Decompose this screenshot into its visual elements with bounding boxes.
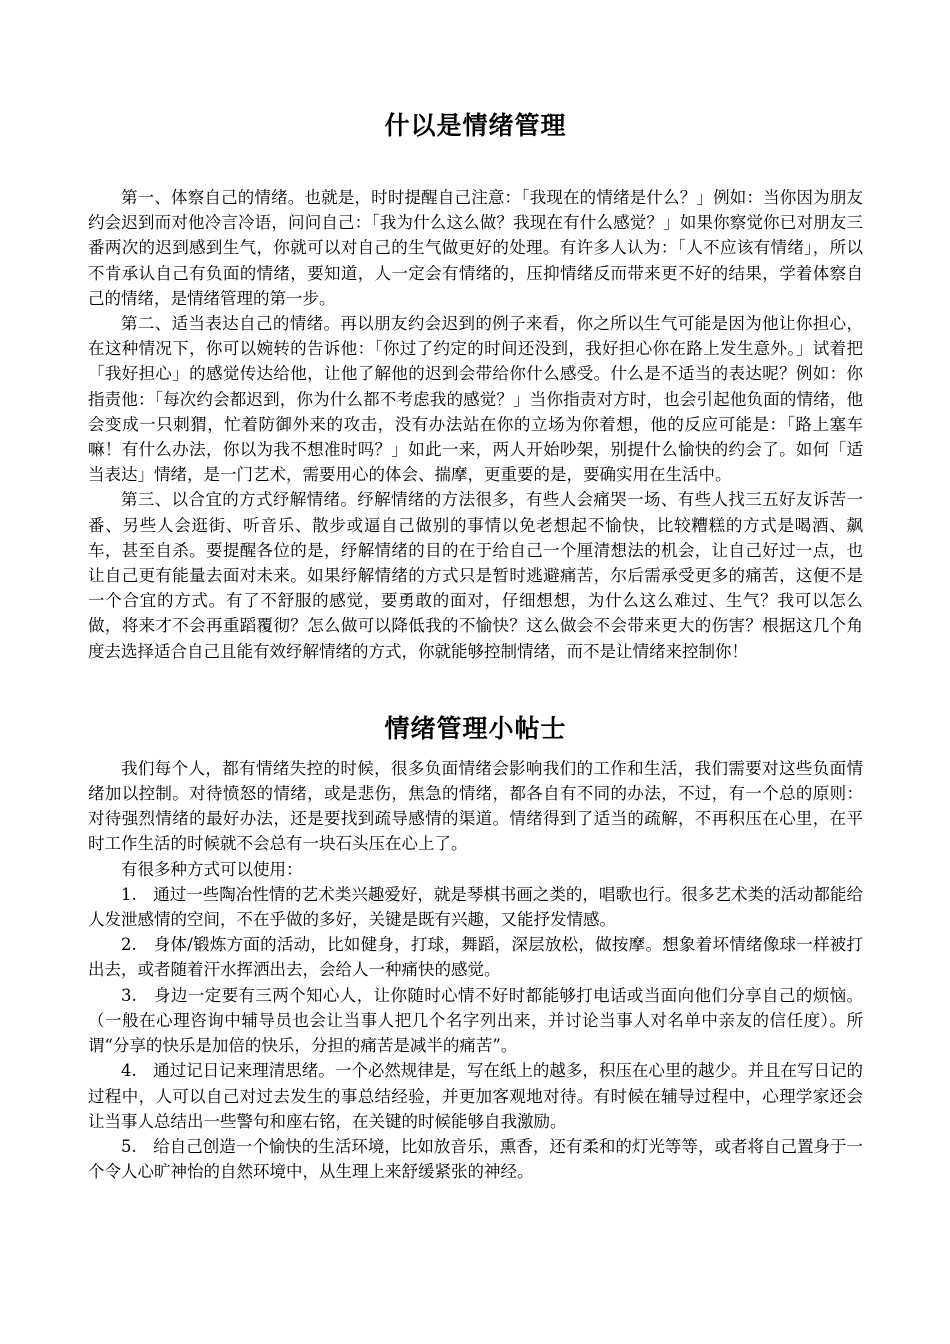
section1-title: 什以是情绪管理 — [384, 111, 567, 140]
section2-list-item-4: 4. 通过记日记来理清思绪。一个必然规律是，写在纸上的越多，积压在心里的越少。并且在写日记的过程中，人可以自己对过去发生的事总结经验，并更加客观地对待。有时候在辅导过程中，心理学家还会让当事人总结出一些警句和座右铭，在关键的时候能够自我激励。 — [88, 1061, 863, 1131]
section2-paragraph-methods: 有很多种方式可以使用： — [121, 859, 303, 879]
section2-list-item-3: 3. 身边一定要有三两个知心人，让你随时心情不好时都能够打电话或当面向他们分享自己的烦恼。（一般在心理咨询中辅导员也会让当事人把几个名字列出来，并讨论当事人对名单中亲友的信任度）。所谓“分享的快乐是加倍的快乐，分担的痛苦是减半的痛苦”。 — [88, 985, 863, 1056]
section2-list-item-1: 1. 通过一些陶冶性情的艺术类兴趣爱好，就是琴棋书画之类的，唱歌也行。很多艺术类的活动都能给人发泄感情的空间，不在乎做的多好，关键是既有兴趣，又能抒发情感。 — [88, 884, 863, 930]
document-page — [88, 95, 863, 1184]
section1-paragraph-3: 第三、以合宜的方式纾解情绪。纾解情绪的方法很多，有些人会痛哭一场、有些人找三五好友诉苦一番、另些人会逛街、听音乐、散步或逼自己做别的事情以免老想起不愉快，比较糟糕的方式是喝酒、飙车，甚至自杀。要提醒各位的是，纾解情绪的目的在于给自己一个厘清想法的机会，让自己好过一点，也让自己更有能量去面对未来。如果纾解情绪的方式只是暂时逃避痛苦，尔后需承受更多的痛苦，这便不是一个合宜的方式。有了不舒服的感觉，要勇敢的面对，仔细想想，为什么这么难过、生气？我可以怎么做，将来才不会再重蹈覆彻？怎么做可以降低我的不愉快？这么做会不会带来更大的伤害？根据这几个角度去选择适合自己且能有效纾解情绪的方式，你就能够控制情绪，而不是让情绪来控制你！ — [88, 490, 863, 661]
section2-list-item-2: 2. 身体/锻炼方面的活动，比如健身，打球，舞蹈，深层放松，做按摩。想象着坏情绪像球一样被打出去，或者随着汗水挥洒出去，会给人一种痛快的感觉。 — [88, 935, 863, 980]
section2-title: 情绪管理小帖士 — [384, 713, 567, 743]
section2-paragraph-intro: 我们每个人，都有情绪失控的时候，很多负面情绪会影响我们的工作和生活，我们需要对这些负面情绪加以控制。对待愤怒的情绪，或是悲伤，焦急的情绪，都各自有不同的办法，不过，有一个总的原则：对待强烈情绪的最好办法，还是要找到疏导感情的渠道。情绪得到了适当的疏解，不再积压在心里，在平时工作生活的时候就不会总有一块石头压在心上了。 — [88, 758, 863, 854]
section1-paragraph-1: 第一、体察自己的情绪。也就是，时时提醒自己注意：「我现在的情绪是什么？」例如：当你因为朋友约会迟到而对他冷言冷语，问问自己：「我为什么这么做？我现在有什么感觉？」如果你察觉你已对朋友三番两次的迟到感到生气，你就可以对自己的生气做更好的处理。有许多人认为：「人不应该有情绪」，所以不肯承认自己有负面的情绪，要知道，人一定会有情绪的，压抑情绪反而带来更不好的结果，学着体察自己的情绪，是情绪管理的第一步。 — [88, 188, 863, 308]
section2-list-item-5: 5. 给自己创造一个愉快的生活环境，比如放音乐，熏香，还有柔和的灯光等等，或者将自己置身于一个令人心旷神怡的自然环境中，从生理上来舒缓紧张的神经。 — [88, 1136, 863, 1182]
section1-paragraph-2: 第二、适当表达自己的情绪。再以朋友约会迟到的例子来看，你之所以生气可能是因为他让你担心，在这种情况下，你可以婉转的告诉他：「你过了约定的时间还没到，我好担心你在路上发生意外。」试着把「我好担心」的感觉传达给他，让他了解他的迟到会带给你什么感受。什么是不适当的表达呢？例如：你指责他：「每次约会都迟到，你为什么都不考虑我的感觉？」当你指责对方时，也会引起他负面的情绪，他会变成一只刺猬，忙着防御外来的攻击，没有办法站在你的立场为你着想，他的反应可能是：「路上塞车嘛！有什么办法，你以为我不想准时吗？」如此一来，两人开始吵架，别提什么愉快的约会了。如何「适当表达」情绪，是一门艺术，需要用心的体会、揣摩，更重要的是，要确实用在生活中。 — [88, 314, 863, 485]
